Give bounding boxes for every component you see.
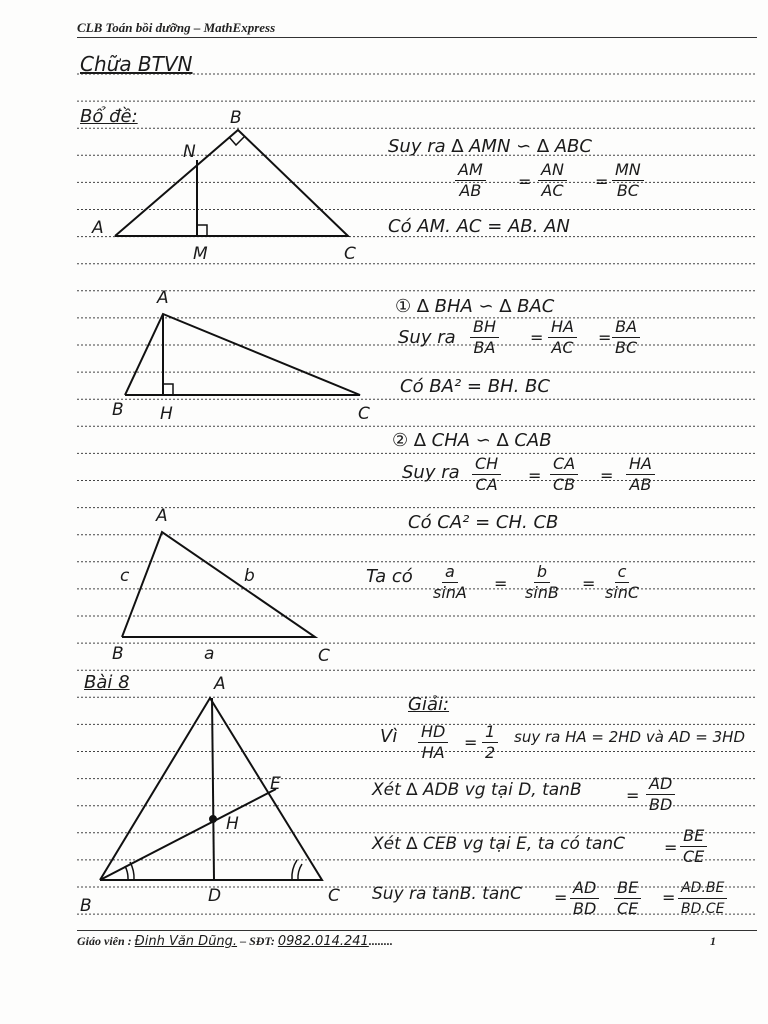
bai8-frac-half: $\frac{1}{2}$ [482,722,498,763]
item1-frac-BH-BA: $\frac{BH}{BA}$ [470,317,499,358]
bai8-frac-BE-CE: $\frac{BE}{CE}$ [680,826,707,867]
bai8-tanC-line: Xét ∆ CEB vg tại E, ta có tanC [372,834,626,854]
lemma-result: Có AM. AC = AB. AN [388,216,570,237]
fig4-label-E: E [270,774,281,794]
fig1-label-M: M [193,244,208,264]
lemma-similar-line: Suy ra ∆ AMN ∽ ∆ ABC [388,136,592,157]
fig4-label-C: C [328,886,340,906]
header-title: CLB Toán bồi dưỡng – MathExpress [77,20,276,35]
fig4-label-A: A [214,674,226,694]
footer-rule [77,930,757,931]
bai8-frac-s3: $\frac{AD.BE}{BD.CE}$ [678,878,727,919]
solution-heading: Giải: [408,694,450,715]
bai8-frac-HD-HA: $\frac{HD}{HA}$ [418,722,448,763]
fig3-label-b: b [244,566,255,586]
fig4-triangle [100,698,322,880]
item1-result: Có BA² = BH. BC [400,376,550,397]
bai8-frac-s2: $\frac{BE}{CE}$ [614,878,641,919]
item1-similar: ① ∆ BHA ∽ ∆ BAC [395,296,555,317]
lemma-heading: Bổ đề: [80,106,138,127]
fig1-label-N: N [183,142,196,162]
fig3-label-C: C [318,646,330,666]
fig2-label-C: C [358,404,370,424]
fig3-label-c: c [120,566,130,586]
bai8-ratio-result: suy ra HA = 2HD và AD = 3HD [514,728,746,746]
fig2-label-A: A [157,288,169,308]
fig2-label-H: H [160,404,173,424]
item1-frac-HA-AC: $\frac{HA}{AC}$ [548,317,577,358]
fig3-triangle [122,532,315,637]
sine-frac-b: $\frac{b}{\sin B}$ [525,562,559,602]
bai8-tanB-line: Xét ∆ ADB vg tại D, tanB [372,780,582,800]
lemma-frac-AM-AB: $\frac{AM}{AB}$ [455,160,486,201]
fig4-label-D: D [208,886,222,906]
lemma-frac-MN-BC: $\frac{MN}{BC}$ [612,160,644,201]
fig2-triangle [125,314,360,395]
lemma-frac-AN-AC: $\frac{AN}{AC}$ [538,160,567,201]
bai8-frac-AD-BD: $\frac{AD}{BD}$ [646,774,675,815]
item2-similar: ② ∆ CHA ∽ ∆ CAB [392,430,552,451]
page-number: 1 [710,934,716,948]
fig1-triangle [115,130,348,236]
item2-result: Có CA² = CH. CB [408,512,559,533]
fig3-label-B: B [112,644,124,664]
fig4-label-H: H [226,814,239,834]
sine-frac-c: $\frac{c}{\sin C}$ [605,562,640,602]
item1-frac-BA-BC: $\frac{BA}{BC}$ [612,317,640,358]
fig1-label-C: C [344,244,356,264]
item2-frac-HA-AB: $\frac{HA}{AB}$ [626,454,655,495]
item2-frac-CA-CB: $\frac{CA}{CB}$ [550,454,578,495]
fig1-label-B: B [230,108,242,128]
sine-rule-intro: Ta có [366,566,413,587]
bai8-product-line: Suy ra tanB. tanC [372,884,522,904]
fig3-label-A: A [156,506,168,526]
bai8-frac-s1: $\frac{AD}{BD}$ [570,878,599,919]
footer-teacher: Giáo viên : Đinh Văn Dũng. – SĐT: 0982.014.241........ [77,934,393,949]
teacher-name: Đinh Văn Dũng. [134,934,238,949]
item2-frac-CH-CA: $\frac{CH}{CA}$ [472,454,501,495]
fig2-label-B: B [112,400,124,420]
section-title: Chữa BTVN [80,52,193,76]
sine-frac-a: $\frac{a}{\sin A}$ [433,562,467,602]
fig3-label-a: a [204,644,215,664]
fig4-label-B: B [80,896,92,916]
fig1-label-A: A [92,218,104,238]
fig4-altitude-AD [212,698,214,880]
worksheet-page: CLB Toán bồi dưỡng – MathExpress Chữa BTVN Bổ đề: B N A M C Suy ra ∆ AMN ∽ ∆ ABC $\frac{AM}{AB}$ = $\frac{AN}{AC}$ = $\frac{MN}{BC}$ Có AM. AC = AB. AN A B H C ① ∆ BHA ∽ ∆ BAC Suy ra $\frac{BH}{BA}$ = $\frac{HA}{AC}$ = $\frac{BA}{BC}$ Có BA² = BH. BC ② ∆ CHA ∽ ∆ CAB Suy ra $\frac{CH}{CA}$ = $\frac{CA}{CB}$ = $\frac{HA}{AB}$ Có CA² = CH. CB A c b B a C Ta có $\frac{a}{\sin A}$ = $\frac{b}{\sin B}$ = $\frac{c}{\sin C}$ Bài 8 A E H B D C Giải: Vì $\frac{HD}{HA}$ = $\frac{1}{2}$ suy ra HA = 2HD và AD = 3HD Xét ∆ ADB vg tại D, tanB = $\frac{AD}{BD}$ Xét ∆ CEB vg tại E, ta có tanC = $\frac{BE}{CE}$ Suy ra tanB. tanC = $\frac{AD}{BD}$ $\frac{BE}{CE}$ = $\frac{AD.BE}{BD.CE}$ Giáo viên : Đinh Văn Dũng. – SĐT: 0982.014.241........ 1 [0,0,768,1024]
bai8-heading: Bài 8 [84,672,130,693]
teacher-phone: 0982.014.241 [277,934,369,949]
